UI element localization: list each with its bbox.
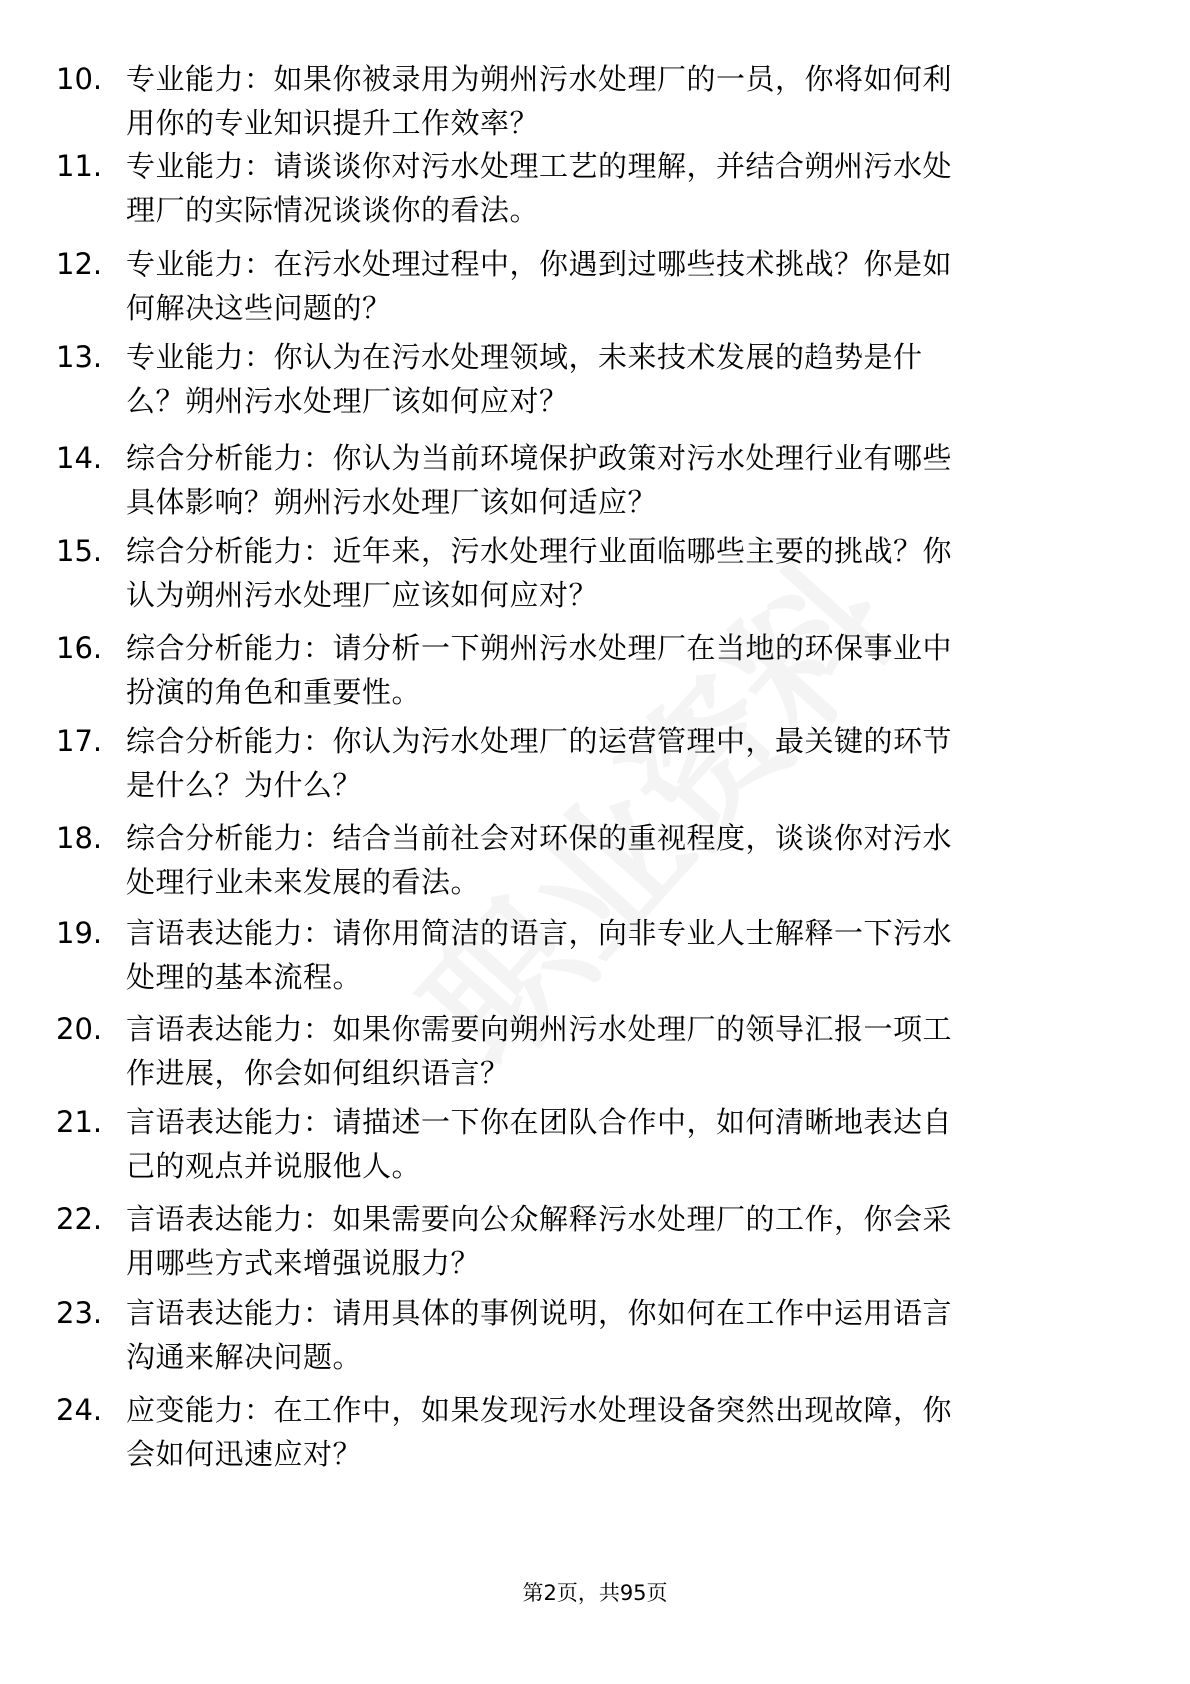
question-text-line-1: 言语表达能力：请你用简洁的语言，向非专业人士解释一下污水 xyxy=(126,916,953,950)
question-text-line-1: 专业能力：你认为在污水处理领域，未来技术发展的趋势是什 xyxy=(126,340,923,374)
question-text-line-1: 言语表达能力：请用具体的事例说明，你如何在工作中运用语言 xyxy=(126,1296,953,1330)
question-number: 13. xyxy=(56,340,103,374)
question-number: 10. xyxy=(56,62,103,96)
question-text-line-2: 己的观点并说服他人。 xyxy=(126,1149,422,1183)
question-text-line-1: 言语表达能力：如果需要向公众解释污水处理厂的工作，你会采 xyxy=(126,1202,953,1236)
list-item xyxy=(0,530,1190,626)
question-number: 19. xyxy=(56,916,103,950)
question-number: 15. xyxy=(56,534,103,568)
list-item xyxy=(0,58,1190,154)
list-item xyxy=(0,912,1190,1008)
list-item xyxy=(0,437,1190,533)
question-number: 23. xyxy=(56,1296,103,1330)
question-number: 12. xyxy=(56,247,103,281)
question-text-line-1: 综合分析能力：结合当前社会对环保的重视程度，谈谈你对污水 xyxy=(126,821,953,855)
question-text-line-2: 何解决这些问题的？ xyxy=(126,291,392,325)
question-number: 11. xyxy=(56,149,103,183)
question-number: 21. xyxy=(56,1105,103,1139)
question-number: 14. xyxy=(56,441,103,475)
question-text-line-1: 综合分析能力：近年来，污水处理行业面临哪些主要的挑战？你 xyxy=(126,534,953,568)
list-item xyxy=(0,720,1190,816)
question-text-line-2: 具体影响？朔州污水处理厂该如何适应？ xyxy=(126,485,658,519)
question-number: 22. xyxy=(56,1202,103,1236)
page-number-footer: 第2页，共95页 xyxy=(522,1581,668,1605)
question-number: 16. xyxy=(56,631,103,665)
question-text-line-1: 言语表达能力：如果你需要向朔州污水处理厂的领导汇报一项工 xyxy=(126,1012,953,1046)
question-number: 17. xyxy=(56,724,103,758)
question-text-line-1: 言语表达能力：请描述一下你在团队合作中，如何清晰地表达自 xyxy=(126,1105,953,1139)
list-item xyxy=(0,1389,1190,1485)
list-item xyxy=(0,817,1190,913)
list-item xyxy=(0,627,1190,723)
list-item xyxy=(0,1101,1190,1197)
list-item xyxy=(0,1008,1190,1104)
question-text-line-2: 扮演的角色和重要性。 xyxy=(126,675,422,709)
list-item xyxy=(0,1198,1190,1294)
question-text-line-2: 作进展，你会如何组织语言？ xyxy=(126,1056,510,1090)
question-number: 20. xyxy=(56,1012,103,1046)
question-text-line-1: 专业能力：请谈谈你对污水处理工艺的理解，并结合朔州污水处 xyxy=(126,149,953,183)
question-text-line-2: 用你的专业知识提升工作效率？ xyxy=(126,106,540,140)
question-text-line-2: 会如何迅速应对？ xyxy=(126,1437,363,1471)
question-text-line-1: 应变能力：在工作中，如果发现污水处理设备突然出现故障，你 xyxy=(126,1393,953,1427)
question-text-line-2: 用哪些方式来增强说服力？ xyxy=(126,1246,481,1280)
question-text-line-2: 认为朔州污水处理厂应该如何应对？ xyxy=(126,578,599,612)
question-text-line-2: 是什么？为什么？ xyxy=(126,768,363,802)
list-item xyxy=(0,145,1190,241)
list-item xyxy=(0,243,1190,339)
question-text-line-1: 专业能力：如果你被录用为朔州污水处理厂的一员，你将如何利 xyxy=(126,62,953,96)
question-text-line-1: 综合分析能力：你认为当前环境保护政策对污水处理行业有哪些 xyxy=(126,441,953,475)
list-item xyxy=(0,336,1190,432)
question-text-line-2: 沟通来解决问题。 xyxy=(126,1340,363,1374)
question-text-line-2: 么？朔州污水处理厂该如何应对？ xyxy=(126,384,569,418)
question-text-line-2: 处理行业未来发展的看法。 xyxy=(126,865,481,899)
question-text-line-1: 综合分析能力：请分析一下朔州污水处理厂在当地的环保事业中 xyxy=(126,631,953,665)
question-number: 24. xyxy=(56,1393,103,1427)
question-text-line-1: 综合分析能力：你认为污水处理厂的运营管理中，最关键的环节 xyxy=(126,724,953,758)
question-number: 18. xyxy=(56,821,103,855)
question-text-line-2: 处理的基本流程。 xyxy=(126,960,363,994)
list-item xyxy=(0,1292,1190,1388)
question-text-line-2: 理厂的实际情况谈谈你的看法。 xyxy=(126,193,540,227)
question-text-line-1: 专业能力：在污水处理过程中，你遇到过哪些技术挑战？你是如 xyxy=(126,247,953,281)
